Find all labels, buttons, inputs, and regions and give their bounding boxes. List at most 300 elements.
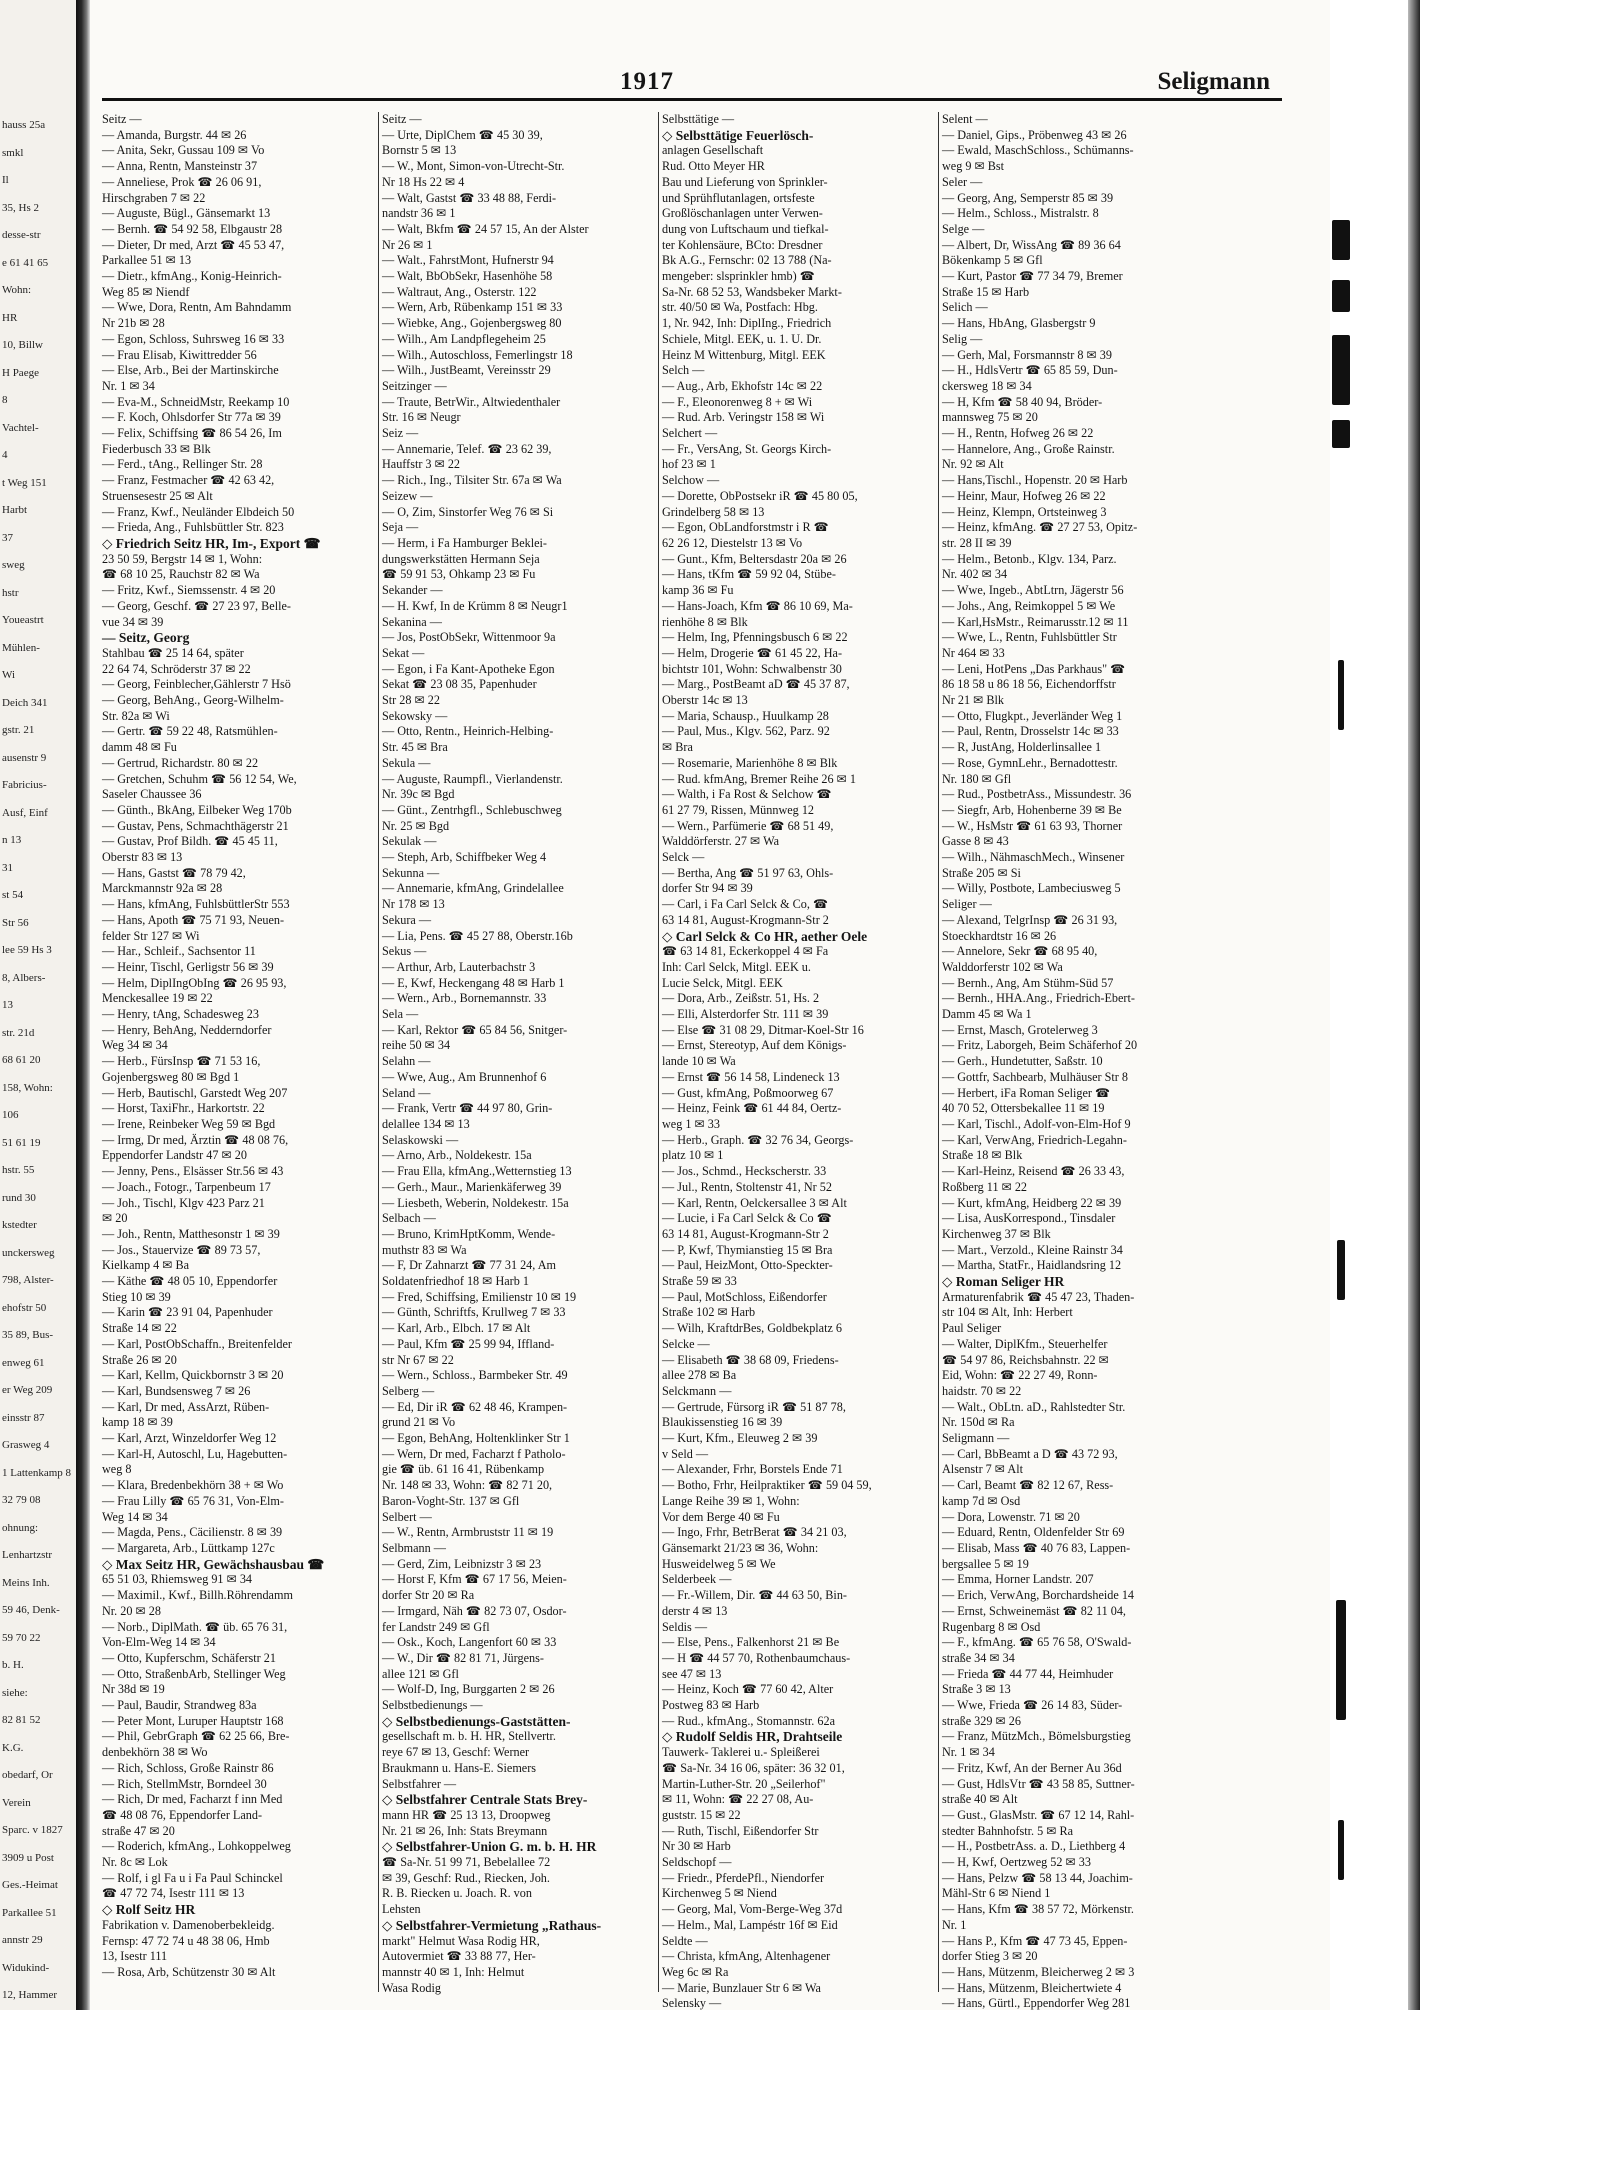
directory-entry: Tauwerk- Taklerei u.- Spleißerei (662, 1745, 820, 1760)
directory-entry: — Frau Ella, kfmAng.,Wetternstieg 13 (382, 1164, 572, 1179)
directory-entry: — Urte, DiplChem ☎ 45 30 39, (382, 127, 543, 142)
directory-entry: felder Str 127 ✉ Wi (102, 928, 200, 943)
directory-entry: — Hans, HbAng, Glasbergstr 9 (942, 316, 1096, 331)
directory-entry: Nr. 148 ✉ 33, Wohn: ☎ 82 71 20, (382, 1478, 553, 1493)
directory-entry: ◇ Selbstfahrer-Union G. m. b. H. HR (382, 1839, 597, 1855)
adjacent-page-fragment: 12, Hammer (2, 1989, 57, 2001)
adjacent-page-fragment: hauss 25a (2, 119, 46, 131)
directory-entry: — W., Mont, Simon-von-Utrecht-Str. (382, 159, 565, 174)
surname-heading: Selge — (942, 221, 985, 236)
directory-entry: Str. 82a ✉ Wi (102, 708, 170, 723)
surname-heading: Sekula — (382, 755, 431, 770)
directory-entry: — Karl,HsMstr., Reimarusstr.12 ✉ 11 (942, 614, 1129, 629)
directory-entry: — Paul, Baudir, Strandweg 83a (102, 1698, 257, 1713)
directory-entry: — Hans, Pelzw ☎ 58 13 44, Joachim- (942, 1870, 1133, 1885)
directory-entry: — Walt, BbObSekr, Hasenhöhe 58 (382, 269, 553, 284)
directory-entry: — Hannelore, Ang., Große Rainstr. (942, 441, 1115, 456)
directory-entry: — Dietr., kfmAng., Konig-Heinrich- (102, 269, 282, 284)
directory-entry: — Waltraut, Ang., Osterstr. 122 (382, 284, 537, 299)
directory-entry: Großlöschanlagen unter Verwen- (662, 206, 823, 221)
directory-entry: — Helm., Schloss., Mistralstr. 8 (942, 206, 1099, 221)
directory-entry: — Alexander, Frhr, Borstels Ende 71 (662, 1462, 843, 1477)
surname-heading: Seland — (382, 1085, 431, 1100)
directory-entry: Blaukissenstieg 16 ✉ 39 (662, 1415, 783, 1430)
directory-entry: — Gustav, Pens, Schmachthägerstr 21 (102, 818, 289, 833)
directory-entry: — Hans, Gastst ☎ 78 79 42, (102, 865, 246, 880)
directory-entry: — Egon, ObLandforstmstr i R ☎ (662, 520, 829, 535)
adjacent-page-fragment: lee 59 Hs 3 (2, 944, 52, 956)
surname-heading: Sekura — (382, 912, 432, 927)
directory-entry: — Rosa, Arb, Schützenstr 30 ✉ Alt (102, 1964, 276, 1979)
directory-entry: — Rich, StellmMstr, Borndeel 30 (102, 1776, 267, 1791)
directory-entry: — Dora, Arb., Zeißstr. 51, Hs. 2 (662, 991, 820, 1006)
directory-entry: — Kurt, Pastor ☎ 77 34 79, Bremer (942, 269, 1123, 284)
directory-entry: — Gust, HdlsVtr ☎ 43 58 85, Suttner- (942, 1776, 1135, 1791)
directory-entry: allee 278 ✉ Ba (662, 1368, 737, 1383)
adjacent-page-fragment: kstedter (2, 1219, 37, 1231)
directory-entry: — Daniel, Gips., Pröbenweg 43 ✉ 26 (942, 127, 1127, 142)
directory-entry: — Paul, Mus., Klgv. 562, Parz. 92 (662, 724, 830, 739)
directory-entry: — Mart., Verzold., Kleine Rainstr 34 (942, 1242, 1123, 1257)
directory-entry: — Elli, Alsterdorfer Str. 111 ✉ 39 (662, 1007, 829, 1022)
adjacent-page-fragment: Deich 341 (2, 696, 48, 709)
directory-entry: 62 26 12, Diestelstr 13 ✉ Vo (662, 535, 803, 550)
directory-entry: — Herbert, iFa Roman Seliger ☎ (942, 1085, 1111, 1100)
directory-entry: denbekhörn 38 ✉ Wo (102, 1745, 208, 1760)
directory-entry: lande 10 ✉ Wa (662, 1054, 736, 1069)
directory-entry: — Heinr, Maur, Hofweg 26 ✉ 22 (942, 488, 1106, 503)
directory-entry: 61 27 79, Rissen, Münnweg 12 (662, 802, 815, 817)
directory-entry: — H., PostbetrAss. a. D., Liethberg 4 (942, 1839, 1126, 1854)
directory-entry: — Karin ☎ 23 91 04, Papenhuder (102, 1305, 273, 1320)
directory-entry: — W., HsMstr ☎ 61 63 93, Thorner (942, 818, 1123, 833)
directory-entry: — Auguste, Raumpfl., Vierlandenstr. (382, 771, 563, 786)
directory-entry: — Paul, MotSchloss, Eißendorfer (662, 1289, 827, 1304)
directory-entry: — Walt., FahrstMont, Hufnerstr 94 (382, 253, 554, 268)
directory-entry: Gojenbergsweg 80 ✉ Bgd 1 (102, 1069, 240, 1084)
book-gutter (76, 0, 90, 2010)
directory-entry: Fabrikation v. Damenoberbekleidg. (102, 1917, 275, 1932)
directory-entry: — Irmg, Dr med, Ärztin ☎ 48 08 76, (102, 1132, 289, 1147)
surname-heading: Sekat — (382, 645, 425, 660)
adjacent-page-fragment: gstr. 21 (2, 724, 35, 736)
directory-entry: Marckmannstr 92a ✉ 28 (102, 881, 223, 896)
directory-entry: — Karl, Arb., Elbch. 17 ✉ Alt (382, 1321, 531, 1336)
directory-entry: — Georg, Ang, Semperstr 85 ✉ 39 (942, 190, 1114, 205)
adjacent-page-fragment: Widukind- (2, 1961, 50, 1974)
adjacent-page-fragment: Grasweg 4 (2, 1439, 50, 1451)
adjacent-page-fragment: siehe: (2, 1686, 28, 1699)
directory-entry: — Wolf-D, Ing, Burggarten 2 ✉ 26 (382, 1682, 555, 1697)
directory-entry: — Lisa, AusKorrespond., Tinsdaler (942, 1211, 1116, 1226)
directory-entry: — Roderich, kfmAng., Lohkoppelweg (102, 1839, 291, 1854)
directory-entry: — Wwe, Dora, Rentn, Am Bahndamm (102, 300, 292, 315)
surname-heading: Sekus — (382, 944, 427, 959)
directory-entry: — Ferd., tAng., Rellinger Str. 28 (102, 457, 263, 472)
adjacent-page-fragment: 106 (2, 1109, 19, 1121)
directory-entry: Struensesestr 25 ✉ Alt (102, 488, 213, 503)
directory-entry: Str. 45 ✉ Bra (382, 740, 448, 755)
directory-entry: — Dora, Lowenstr. 71 ✉ 20 (942, 1509, 1080, 1524)
directory-entry: dungswerkstätten Hermann Seja (382, 551, 540, 566)
directory-entry: — Otto, Rentn., Heinrich-Helbing- (382, 724, 554, 739)
directory-entry: — Auguste, Bügl., Gänsemarkt 13 (102, 206, 271, 221)
adjacent-page-fragment: K.G. (2, 1741, 24, 1754)
directory-entry: — Henry, tAng, Schadesweg 23 (102, 1007, 259, 1022)
directory-entry: — Har., Schleif., Sachsentor 11 (102, 944, 256, 959)
directory-entry: — Aug., Arb, Ekhofstr 14c ✉ 22 (662, 378, 823, 393)
directory-entry: Eid, Wohn: ☎ 22 27 49, Ronn- (942, 1368, 1098, 1383)
directory-entry: — Otto, Kupferschm, Schäferstr 21 (102, 1650, 276, 1665)
directory-entry: grund 21 ✉ Vo (382, 1415, 456, 1430)
directory-entry: — Wwe, L., Rentn, Fuhlsbüttler Str (942, 630, 1117, 645)
directory-entry: ☎ 68 10 25, Rauchstr 82 ✉ Wa (102, 567, 260, 582)
directory-entry: — Wern, Dr med, Facharzt f Patholo- (382, 1446, 566, 1461)
directory-entry: — Hans, Gürtl., Eppendorfer Weg 281 (942, 1996, 1131, 2011)
directory-entry: Straße 14 ✉ 22 (102, 1321, 177, 1336)
directory-entry: ✉ 20 (102, 1211, 128, 1226)
directory-entry: — Felix, Schiffsing ☎ 86 54 26, Im (102, 426, 282, 441)
column-4 (942, 112, 1214, 2011)
directory-entry: — Bernh. ☎ 54 92 58, Elbgaustr 28 (102, 221, 283, 236)
directory-entry: — Liesbeth, Weberin, Noldekestr. 15a (382, 1195, 569, 1210)
directory-entry: vue 34 ✉ 39 (102, 614, 164, 629)
directory-entry: — Else, Arb., Bei der Martinskirche (102, 363, 279, 378)
directory-entry: — Willy, Postbote, Lambeciusweg 5 (942, 881, 1121, 896)
directory-entry: — Karl, Rentn, Oelckersallee 3 ✉ Alt (662, 1195, 847, 1210)
directory-entry: — Wern, Arb, Rübenkamp 151 ✉ 33 (382, 300, 563, 315)
directory-entry: ✉ 11, Wohn: ☎ 22 27 08, Au- (662, 1792, 814, 1807)
directory-entry: — Gustav, Prof Bildh. ☎ 45 45 11, (102, 834, 278, 849)
directory-entry: Gasse 8 ✉ 43 (942, 834, 1009, 849)
directory-entry: — Frau Elisab, Kiwittredder 56 (102, 347, 257, 362)
directory-entry: — Gunt., Kfm, Beltersdastr 20a ✉ 26 (662, 551, 847, 566)
directory-entry: — Rud. Arb. Veringstr 158 ✉ Wi (662, 410, 825, 425)
directory-entry: — Annemarie, kfmAng, Grindelallee (382, 881, 564, 896)
adjacent-page-fragment: enweg 61 (2, 1356, 45, 1369)
adjacent-page-fragment: desse-str (2, 229, 41, 241)
directory-entry: — Steph, Arb, Schiffbeker Weg 4 (382, 850, 547, 865)
directory-entry: — Rud. kfmAng, Bremer Reihe 26 ✉ 1 (662, 771, 857, 786)
directory-entry: — Otto, Flugkpt., Jeverländer Weg 1 (942, 708, 1123, 723)
directory-entry: — Seitz, Georg (102, 630, 190, 646)
adjacent-page-fragment: Wohn: (2, 284, 32, 296)
adjacent-page-fragment: Ausf, Einf (2, 806, 48, 819)
scan-margin (0, 2010, 1600, 2177)
directory-entry: — H., Rentn, Hofweg 26 ✉ 22 (942, 426, 1094, 441)
directory-entry: Weg 85 ✉ Niendf (102, 284, 190, 299)
directory-entry: — Hans, kfmAng, FuhlsbüttlerStr 553 (102, 897, 290, 912)
adjacent-page-fragment: annstr 29 (2, 1934, 43, 1946)
adjacent-page-fragment: 8 (2, 394, 8, 406)
directory-entry: — Karl, Rektor ☎ 65 84 56, Snitger- (382, 1022, 568, 1037)
directory-entry: Inh: Carl Selck, Mitgl. EEK u. (662, 959, 811, 974)
directory-entry: Straße 102 ✉ Harb (662, 1305, 756, 1320)
directory-entry: — Maximil., Kwf., Billh.Röhrendamm (102, 1588, 293, 1603)
column-divider (658, 112, 659, 1992)
directory-entry: — Hans, Apoth ☎ 75 71 93, Neuen- (102, 912, 285, 927)
adjacent-page-fragment: ohnung: (2, 1521, 39, 1534)
adjacent-page-fragment: 59 46, Denk- (2, 1604, 60, 1616)
adjacent-page-fragment: Parkallee 51 (2, 1906, 57, 1919)
surname-heading: Selbach — (382, 1211, 436, 1226)
adjacent-page-fragment: 82 81 52 (2, 1714, 41, 1726)
directory-entry: Str. 16 ✉ Neugr (382, 410, 461, 425)
surname-heading: Selbmann — (382, 1540, 446, 1555)
directory-entry: — W., Rentn, Armbruststr 11 ✉ 19 (382, 1525, 554, 1540)
directory-entry: — Horst, TaxiFhr., Harkortstr. 22 (102, 1101, 265, 1116)
adjacent-page-fragment: 3909 u Post (2, 1851, 54, 1864)
directory-entry: Hauffstr 3 ✉ 22 (382, 457, 461, 472)
directory-entry: Nr. 20 ✉ 28 (102, 1603, 161, 1618)
surname-heading: Selig — (942, 331, 983, 346)
directory-entry: Braukmann u. Hans-E. Siemers (382, 1760, 537, 1775)
directory-entry: — Irmgard, Näh ☎ 82 73 07, Osdor- (382, 1603, 567, 1618)
directory-entry: — Karl-Heinz, Reisend ☎ 26 33 43, (942, 1164, 1125, 1179)
directory-entry: — Frieda ☎ 44 77 44, Heimhuder (942, 1666, 1114, 1681)
directory-entry: — F. Koch, Ohlsdorfer Str 77a ✉ 39 (102, 410, 281, 425)
directory-entry: Oberstr 14c ✉ 13 (662, 693, 748, 708)
surname-heading: Selderbeek — (662, 1572, 732, 1587)
directory-entry: — H. Kwf, In de Krümm 8 ✉ Neugr1 (382, 598, 568, 613)
directory-entry: Kirchenweg 37 ✉ Blk (942, 1226, 1051, 1241)
directory-entry: — Frank, Vertr ☎ 44 97 80, Grin- (382, 1101, 553, 1116)
directory-entry: 63 14 81, August-Krogmann-Str 2 (662, 1226, 829, 1241)
directory-entry: Alsenstr 7 ✉ Alt (942, 1462, 1023, 1477)
directory-entry: 86 18 58 u 86 18 56, Eichendorffstr (942, 677, 1116, 692)
directory-entry: — Arthur, Arb, Lauterbachstr 3 (382, 959, 536, 974)
directory-entry: — Wiebke, Ang., Gojenbergsweg 80 (382, 316, 562, 331)
directory-entry: — Gust., GlasMstr. ☎ 67 12 14, Rahl- (942, 1807, 1135, 1822)
surname-heading: Selaskowski — (382, 1132, 459, 1147)
directory-entry: — Dorette, ObPostsekr iR ☎ 45 80 05, (662, 488, 858, 503)
directory-entry: — Paul, HeizMont, Otto-Speckter- (662, 1258, 833, 1273)
directory-entry: — Joh., Tischl, Klgv 423 Parz 21 (102, 1195, 265, 1210)
directory-entry: — Karl, Tischl., Adolf-von-Elm-Hof 9 (942, 1117, 1131, 1131)
directory-entry: str. 40/50 ✉ Wa, Postfach: Hbg. (662, 300, 818, 315)
directory-entry: Nr 21 ✉ Blk (942, 693, 1005, 708)
directory-entry: dorfer Str 94 ✉ 39 (662, 881, 753, 896)
directory-entry: str 104 ✉ Alt, Inh: Herbert (942, 1305, 1073, 1320)
column-divider (938, 112, 939, 1992)
directory-entry: straße 329 ✉ 26 (942, 1713, 1021, 1728)
directory-entry: gie ☎ üb. 61 16 41, Rübenkamp (382, 1462, 545, 1477)
adjacent-page-fragment: 4 (2, 449, 8, 461)
directory-entry: — Paul, Rentn, Drosselstr 14c ✉ 33 (942, 724, 1119, 739)
directory-entry: ◇ Friedrich Seitz HR, Im-, Export ☎ (102, 535, 321, 551)
surname-heading: Seja — (382, 520, 419, 535)
directory-entry: anlagen Gesellschaft (662, 143, 764, 158)
directory-entry: — Helm, Ing, Pfenningsbusch 6 ✉ 22 (662, 630, 848, 645)
directory-entry: straße 47 ✉ 20 (102, 1823, 175, 1838)
page-header (90, 62, 1310, 102)
column-3 (662, 112, 934, 2011)
directory-entry: — Gottfr, Sachbearb, Mulhäuser Str 8 (942, 1069, 1129, 1084)
directory-entry: — Georg, BehAng., Georg-Wilhelm- (102, 693, 284, 708)
page-number: 1917 (620, 68, 674, 95)
column-1 (102, 112, 374, 1992)
directory-entry: 65 51 03, Rhiemsweg 91 ✉ 34 (102, 1572, 253, 1587)
directory-entry: — Christa, kfmAng, Altenhagener (662, 1949, 831, 1964)
directory-entry: straße 34 ✉ 34 (942, 1650, 1015, 1665)
directory-entry: — Gertr. ☎ 59 22 48, Ratsmühlen- (102, 724, 278, 739)
directory-entry: Schiele, Mitgl. EEK, u. 1. U. Dr. (662, 331, 822, 346)
directory-entry: allee 121 ✉ Gfl (382, 1666, 459, 1681)
directory-entry: Straße 18 ✉ Blk (942, 1148, 1023, 1163)
edge-mark (1332, 420, 1350, 448)
adjacent-page-fragment: obedarf, Or (2, 1769, 53, 1781)
directory-entry: — Kurt, Kfm., Eleuweg 2 ✉ 39 (662, 1431, 818, 1446)
directory-entry: Sa-Nr. 68 52 53, Wandsbeker Markt- (662, 284, 842, 299)
directory-entry: — Karl, PostObSchaffn., Breitenfelder (102, 1336, 292, 1351)
directory-entry: — Hans, tKfm ☎ 59 92 04, Stübe- (662, 567, 836, 582)
directory-entry: — Walter, DiplKfm., Steuerhelfer (942, 1336, 1108, 1351)
directory-entry: Saseler Chaussee 36 (102, 787, 202, 802)
adjacent-page-fragment: 8, Albers- (2, 971, 46, 984)
directory-entry: — Georg, Feinblecher,Gählerstr 7 Hsö (102, 677, 291, 692)
directory-entry: R. B. Riecken u. Joach. R. von (382, 1886, 532, 1901)
directory-entry: ☎ Sa-Nr. 51 99 71, Bebelallee 72 (382, 1855, 551, 1870)
directory-entry: Nr. 92 ✉ Alt (942, 457, 1004, 472)
directory-entry: — Norb., DiplMath. ☎ üb. 65 76 31, (102, 1619, 288, 1634)
directory-entry: Stoeckhardtstr 16 ✉ 26 (942, 928, 1057, 943)
directory-entry: gesellschaft m. b. H. HR, Stellvertr. (382, 1729, 556, 1744)
directory-entry: — Gust, kfmAng, Poßmoorweg 67 (662, 1085, 834, 1100)
directory-entry: — Otto, StraßenbArb, Stellinger Weg (102, 1666, 286, 1681)
directory-entry: — Gertrud, Richardstr. 80 ✉ 22 (102, 755, 259, 770)
directory-entry: — Jos., Stauervize ☎ 89 73 57, (102, 1242, 261, 1257)
directory-entry: — Bruno, KrimHptKomm, Wende- (382, 1226, 556, 1241)
directory-entry: — Wwe, Ingeb., AbtLtrn, Jägerstr 56 (942, 583, 1124, 598)
adjacent-page-fragment: er Weg 209 (2, 1384, 53, 1396)
directory-entry: — Rud., PostbetrAss., Missundestr. 36 (942, 787, 1132, 802)
directory-entry: — R, JustAng, Holderlinsallee 1 (942, 740, 1102, 755)
directory-entry: 13, Isestr 111 (102, 1949, 168, 1964)
adjacent-page-fragment: smkl (2, 146, 24, 159)
directory-entry: — Rich, Dr med, Facharzt f inn Med (102, 1792, 283, 1807)
adjacent-page-fragment: ehofstr 50 (2, 1301, 47, 1314)
directory-entry: — Frau Lilly ☎ 65 76 31, Von-Elm- (102, 1493, 284, 1508)
directory-entry: Eppendorfer Landstr 47 ✉ 20 (102, 1148, 247, 1163)
directory-entry: — Heinz, Feink ☎ 61 44 84, Oertz- (662, 1101, 842, 1116)
adjacent-page-fragment: unckersweg (2, 1246, 55, 1259)
directory-entry: derstr 4 ✉ 13 (662, 1603, 728, 1618)
adjacent-page-fragment: Str 56 (2, 916, 29, 929)
adjacent-page-fragment: HR (2, 311, 18, 324)
surname-heading: Selbstfahrer — (382, 1776, 457, 1791)
surname-heading: Seldschopf — (662, 1855, 732, 1870)
directory-entry: reihe 50 ✉ 34 (382, 1038, 451, 1053)
directory-entry: Fernsp: 47 72 74 u 48 38 06, Hmb (102, 1933, 270, 1948)
surname-heading: Selcke — (662, 1336, 710, 1351)
adjacent-page-fragment: 1 Lattenkamp 8 (2, 1466, 72, 1479)
directory-entry: Weg 34 ✉ 34 (102, 1038, 168, 1053)
edge-mark (1332, 280, 1350, 312)
directory-entry: Roßberg 11 ✉ 22 (942, 1179, 1028, 1194)
edge-mark (1338, 660, 1344, 730)
directory-entry: — Herb., Graph. ☎ 32 76 34, Georgs- (662, 1132, 854, 1147)
directory-entry: ✉ Bra (662, 740, 693, 755)
directory-entry: Martin-Luther-Str. 20 „Seilerhof" (662, 1776, 826, 1791)
surname-heading: Sekulak — (382, 834, 437, 849)
surname-heading: Selent — (942, 112, 988, 126)
directory-entry: — H, Kfm ☎ 58 40 94, Bröder- (942, 394, 1103, 409)
directory-entry: ☎ 54 97 86, Reichsbahnstr. 22 ✉ (942, 1352, 1109, 1367)
directory-entry: — Else ☎ 31 08 29, Ditmar-Koel-Str 16 (662, 1022, 864, 1037)
edge-mark (1337, 1240, 1345, 1300)
directory-entry: — Peter Mont, Luruper Hauptstr 168 (102, 1713, 284, 1728)
adjacent-page-fragment: hstr (2, 586, 19, 599)
adjacent-page-fragment: Sparc. v 1827 (2, 1824, 63, 1836)
directory-entry: platz 10 ✉ 1 (662, 1148, 724, 1163)
directory-entry: Nr. 25 ✉ Bgd (382, 818, 450, 833)
directory-entry: — Anna, Rentn, Mansteinstr 37 (102, 159, 258, 174)
edge-mark (1338, 1820, 1344, 1880)
directory-entry: ◇ Selbstfahrer-Vermietung „Rathaus- (382, 1917, 602, 1933)
directory-entry: Str 28 ✉ 22 (382, 693, 440, 708)
directory-entry: — Gretchen, Schuhm ☎ 56 12 54, We, (102, 771, 297, 786)
directory-entry: — Heinr, Tischl, Gerligstr 56 ✉ 39 (102, 959, 274, 974)
directory-entry: Nr. 39c ✉ Bgd (382, 787, 455, 802)
directory-entry: Stahlbau ☎ 25 14 64, später (102, 645, 244, 660)
directory-entry: — Lia, Pens. ☎ 45 27 88, Oberstr.16b (382, 928, 573, 943)
directory-entry: — Egon, Schloss, Suhrsweg 16 ✉ 33 (102, 331, 285, 346)
directory-entry: — Franz, Kwf., Neuländer Elbdeich 50 (102, 504, 295, 519)
directory-entry: — Lucie, i Fa Carl Selck & Co ☎ (662, 1211, 832, 1226)
directory-entry: — Paul, Kfm ☎ 25 99 94, Iffland- (382, 1336, 555, 1351)
directory-entry: — P, Kwf, Thymianstieg 15 ✉ Bra (662, 1242, 833, 1257)
directory-entry: — Kurt, kfmAng, Heidberg 22 ✉ 39 (942, 1195, 1122, 1210)
directory-entry: — Anneliese, Prok ☎ 26 06 91, (102, 174, 262, 189)
directory-entry: — Herb., FürsInsp ☎ 71 53 16, (102, 1054, 261, 1069)
directory-entry: — Elisab, Mass ☎ 40 76 83, Lappen- (942, 1540, 1131, 1555)
directory-entry: 22 64 74, Schröderstr 37 ✉ 22 (102, 661, 251, 676)
directory-entry: — Amanda, Burgstr. 44 ✉ 26 (102, 127, 247, 142)
adjacent-page-fragment: st 54 (2, 889, 24, 901)
directory-entry: Kirchenweg 5 ✉ Niend (662, 1886, 777, 1901)
directory-entry: — Frieda, Ang., Fuhlsbüttler Str. 823 (102, 520, 284, 535)
adjacent-page-fragment: Ges.-Heimat (2, 1879, 58, 1891)
adjacent-page-fragment: H Paege (2, 366, 39, 379)
directory-entry: — Heinz, kfmAng. ☎ 27 27 53, Opitz- (942, 520, 1138, 535)
directory-entry: Nr 178 ✉ 13 (382, 897, 445, 912)
directory-entry: kamp 7d ✉ Osd (942, 1493, 1021, 1508)
adjacent-page-fragment: 68 61 20 (2, 1054, 41, 1066)
directory-entry: — Else, Pens., Falkenhorst 21 ✉ Be (662, 1635, 840, 1650)
directory-entry: — Käthe ☎ 48 05 10, Eppendorfer (102, 1274, 278, 1289)
directory-entry: mannstr 40 ✉ 1, Inh: Helmut (382, 1964, 525, 1979)
adjacent-page-fragment: b. H. (2, 1659, 24, 1671)
directory-entry: — Leni, HotPens „Das Parkhaus" ☎ (942, 661, 1126, 676)
directory-entry: — Wwe, Frieda ☎ 26 14 83, Süder- (942, 1698, 1123, 1713)
directory-entry: Wasa Rodig (382, 1980, 441, 1995)
directory-entry: — Wilh., NähmaschMech., Winsener (942, 850, 1125, 865)
directory-entry: — Siegfr, Arb, Hohenberne 39 ✉ Be (942, 802, 1122, 817)
directory-entry: — Wern., Schloss., Barmbeker Str. 49 (382, 1368, 568, 1383)
directory-entry: — Rolf, i gl Fa u i Fa Paul Schinckel (102, 1870, 283, 1885)
adjacent-page-fragment: 59 70 22 (2, 1631, 41, 1644)
directory-entry: — Gerh., Maur., Marienkäferweg 39 (382, 1179, 562, 1194)
directory-entry: — Walt., ObLtn. aD., Rahlstedter Str. (942, 1399, 1126, 1414)
directory-entry: Straße 59 ✉ 33 (662, 1274, 737, 1289)
directory-entry: kamp 36 ✉ Fu (662, 583, 734, 598)
edge-mark (1332, 335, 1350, 405)
directory-entry: Straße 205 ✉ Si (942, 865, 1021, 880)
directory-entry: — Johs., Ang, Reimkoppel 5 ✉ We (942, 598, 1116, 613)
surname-heading: Selckmann — (662, 1383, 732, 1398)
directory-entry: — Alexand, TelgrInsp ☎ 26 31 93, (942, 912, 1118, 927)
adjacent-page-fragment: Harbt (2, 504, 28, 516)
